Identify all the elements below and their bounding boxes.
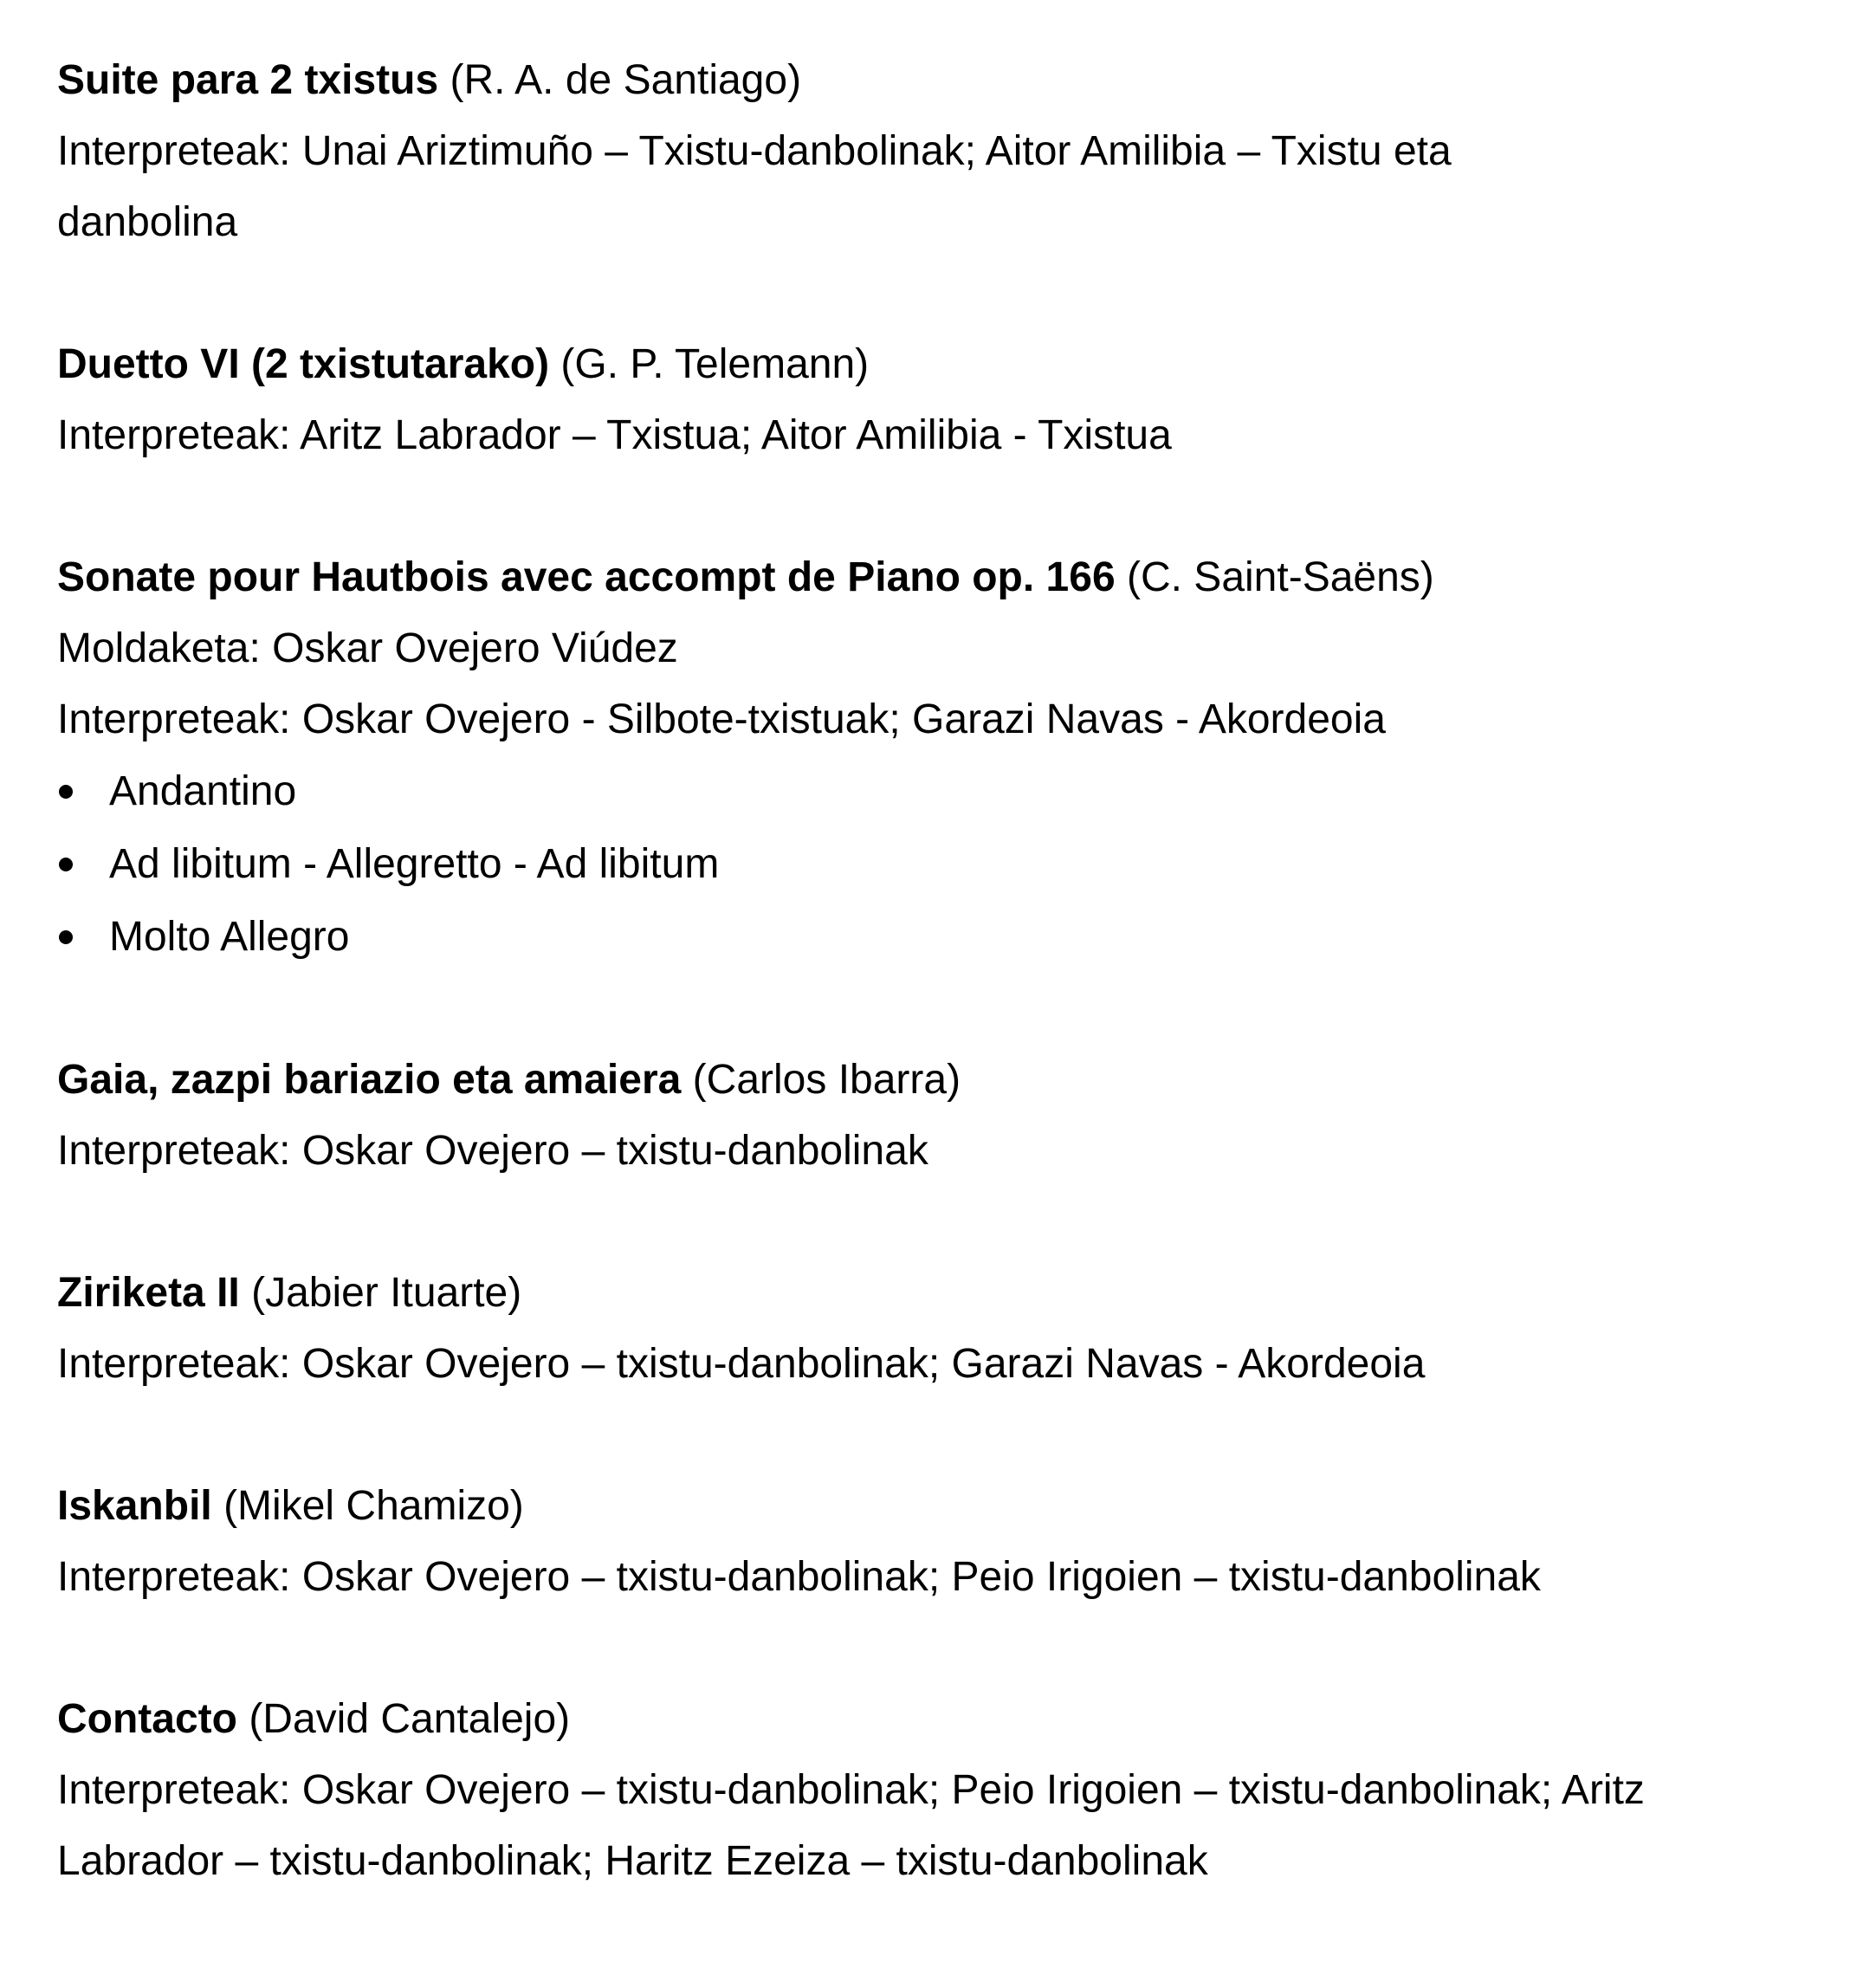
piece-title: Contacto <box>57 1696 237 1742</box>
piece-heading <box>57 329 1841 400</box>
piece-composer: (Carlos Ibarra) <box>681 1057 961 1103</box>
piece-heading <box>57 1684 1841 1755</box>
piece-heading <box>57 1471 1841 1542</box>
piece-title: Sonate pour Hautbois avec accompt de Piano op. 166 <box>57 554 1116 600</box>
piece-composer: (C. Saint-Saëns) <box>1115 554 1434 600</box>
piece-heading <box>57 45 1841 116</box>
program-piece <box>57 1045 1841 1187</box>
piece-performers: Interpreteak: Oskar Ovejero – txistu-danbolinak; Peio Irigoien – txistu-danbolinak; Aritz <box>57 1767 1645 1813</box>
piece-performers: Interpreteak: Oskar Ovejero – txistu-danbolinak; Peio Irigoien – txistu-danbolinak <box>57 1554 1541 1600</box>
bullet-icon <box>59 858 73 871</box>
movement-list-item <box>57 828 1841 901</box>
spacer <box>57 471 1841 542</box>
piece-title: Duetto VI (2 txistutarako) <box>57 341 550 387</box>
piece-heading <box>57 1045 1841 1116</box>
movement-list-item <box>57 901 1841 974</box>
spacer <box>57 1400 1841 1471</box>
movement-list-item <box>57 755 1841 828</box>
bullet-icon <box>59 930 73 944</box>
piece-performers: Interpreteak: Aritz Labrador – Txistua; Aitor Amilibia - Txistua <box>57 412 1172 458</box>
movement-label: Molto Allegro <box>109 914 350 960</box>
piece-performers: Interpreteak: Oskar Ovejero - Silbote-txistuak; Garazi Navas - Akordeoia <box>57 696 1386 742</box>
program-document <box>57 45 1841 1897</box>
piece-title: Iskanbil <box>57 1483 212 1529</box>
bullet-icon <box>59 785 73 799</box>
piece-composer: (David Cantalejo) <box>236 1696 571 1742</box>
program-piece <box>57 1471 1841 1613</box>
piece-title: Gaia, zazpi bariazio eta amaiera <box>57 1057 682 1103</box>
movement-label: Andantino <box>109 768 297 814</box>
spacer <box>57 1613 1841 1684</box>
program-piece <box>57 1258 1841 1400</box>
movement-label: Ad libitum - Allegretto - Ad libitum <box>109 841 720 887</box>
piece-heading <box>57 542 1841 613</box>
program-piece <box>57 329 1841 471</box>
spacer <box>57 974 1841 1045</box>
program-piece <box>57 45 1841 258</box>
piece-performers: Labrador – txistu-danbolinak; Haritz Ezeiza – txistu-danbolinak <box>57 1838 1208 1884</box>
piece-performers: Interpreteak: Unai Ariztimuño – Txistu-danbolinak; Aitor Amilibia – Txistu eta <box>57 128 1452 174</box>
program-piece <box>57 1684 1841 1897</box>
spacer <box>57 1187 1841 1258</box>
spacer <box>57 258 1841 329</box>
piece-performers: Interpreteak: Oskar Ovejero – txistu-danbolinak <box>57 1128 928 1174</box>
piece-composer: (G. P. Telemann) <box>549 341 870 387</box>
piece-performers: danbolina <box>57 199 238 245</box>
piece-title: Ziriketa II <box>57 1270 240 1316</box>
piece-composer: (Jabier Ituarte) <box>239 1270 522 1316</box>
piece-heading <box>57 1258 1841 1329</box>
piece-title: Suite para 2 txistus <box>57 57 439 103</box>
piece-composer: (Mikel Chamizo) <box>211 1483 524 1529</box>
piece-performers: Interpreteak: Oskar Ovejero – txistu-danbolinak; Garazi Navas - Akordeoia <box>57 1341 1426 1387</box>
piece-composer: (R. A. de Santiago) <box>438 57 802 103</box>
piece-arrangement: Moldaketa: Oskar Ovejero Viúdez <box>57 625 678 671</box>
program-piece <box>57 542 1841 974</box>
